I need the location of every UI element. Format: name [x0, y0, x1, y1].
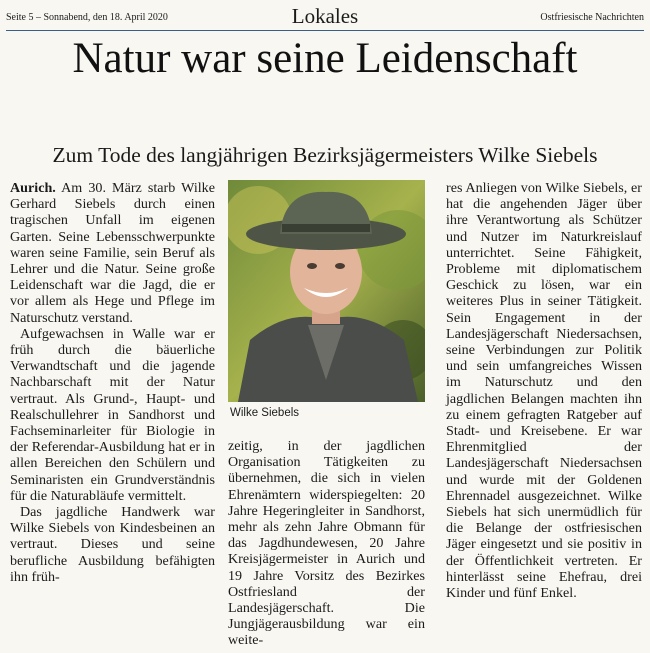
page-date-label: Seite 5 – Sonnabend, den 18. April 2020: [6, 12, 168, 23]
lead-text: Am 30. März starb Wilke Gerhard Siebels durch einen tragischen Unfall im eigenen Garten. Seine Lebensschwerpunkte waren seine Familie, sein Beruf als Lehrer und die Natur. Seine große Leidenschaft war die Jagd, die er vor allem als Hege und Pflege im Naturschutz verstand.: [10, 180, 215, 326]
article-column-3: [446, 180, 642, 601]
section-title: Lokales: [291, 4, 359, 28]
portrait-photo: [228, 180, 425, 402]
photo-caption: Wilke Siebels: [230, 407, 300, 419]
page-header: [6, 0, 644, 31]
article-headline: [0, 34, 650, 84]
article-column-1: [10, 180, 215, 585]
newspaper-name: Ostfriesische Nachrichten: [540, 12, 644, 23]
lead-paragraph: [10, 180, 215, 326]
portrait-illustration: [228, 180, 425, 402]
article-column-2: [228, 438, 425, 649]
paragraph-3-start: Das jagdliche Handwerk war Wilke Siebels von Kindesbeinen an vertraut. Dieses und seine berufliche Ausbildung befähigten ihn früh-: [10, 504, 215, 585]
dateline: Aurich.: [10, 180, 56, 196]
headline-text: Natur war seine Leidenschaft: [72, 35, 578, 82]
paragraph-2: Aufgewachsen in Walle war er früh durch die bäuerliche Verwandtschaft und die jagende Nachbarschaft mit der Natur vertraut. Als Grund-, Haupt- und Realschullehrer in Sandhorst und Fachseminarleiter für Biologie in der Referendar-Ausbildung hat er in allen Bereichen den Schülern und Seminaristen ein Grundverständnis für die Naturabläufe vermittelt.: [10, 325, 215, 504]
column-3-text: res Anliegen von Wilke Siebels, er hat die angehenden Jäger über ihre Verantwortung als Schützer und Nutzer im Naturkreislauf unterrichtet. Seine Fähigkeit, Probleme mit diplomatischem Geschick zu lösen, war ein weiteres Plus in seiner Tätigkeit. Sein Engagement in der Landesjägerschaft Niedersachsen, seine Verbindungen zur Politik und sein umfangreiches Wissen im Naturschutz und den jagdlichen Belangen machten ihn zu einem gefragten Ratgeber auf Stadt- und Kreisebene. Er war Ehrenmitglied der Landesjägerschaft Niedersachsen und wurde mit der Goldenen Ehrennadel ausgezeichnet. Wilke Siebels hat sich unermüdlich für die Belange der ostfriesischen Jäger eingesetzt und sie positiv in der Öffentlichkeit vertreten. Er hinterlässt seine Ehefrau, drei Kinder und fünf Enkel.: [446, 180, 642, 602]
article-subheadline: Zum Tode des langjährigen Bezirksjägermeisters Wilke Siebels: [52, 143, 598, 167]
column-2-text: zeitig, in der jagdlichen Organisation Tätigkeiten zu übernehmen, die sich in vielen Ehrenämtern widerspiegelten: 20 Jahre Hegeringleiter in Sandhorst, mehr als zehn Jahre Obmann für das Jagdhundewesen, 20 Jahre Kreisjägermeister in Aurich und 19 Jahre Vorsitz des Bezirkes Ostfriesland der Landesjägerschaft. Die Jungjägerausbildung war ein weite-: [228, 438, 425, 649]
